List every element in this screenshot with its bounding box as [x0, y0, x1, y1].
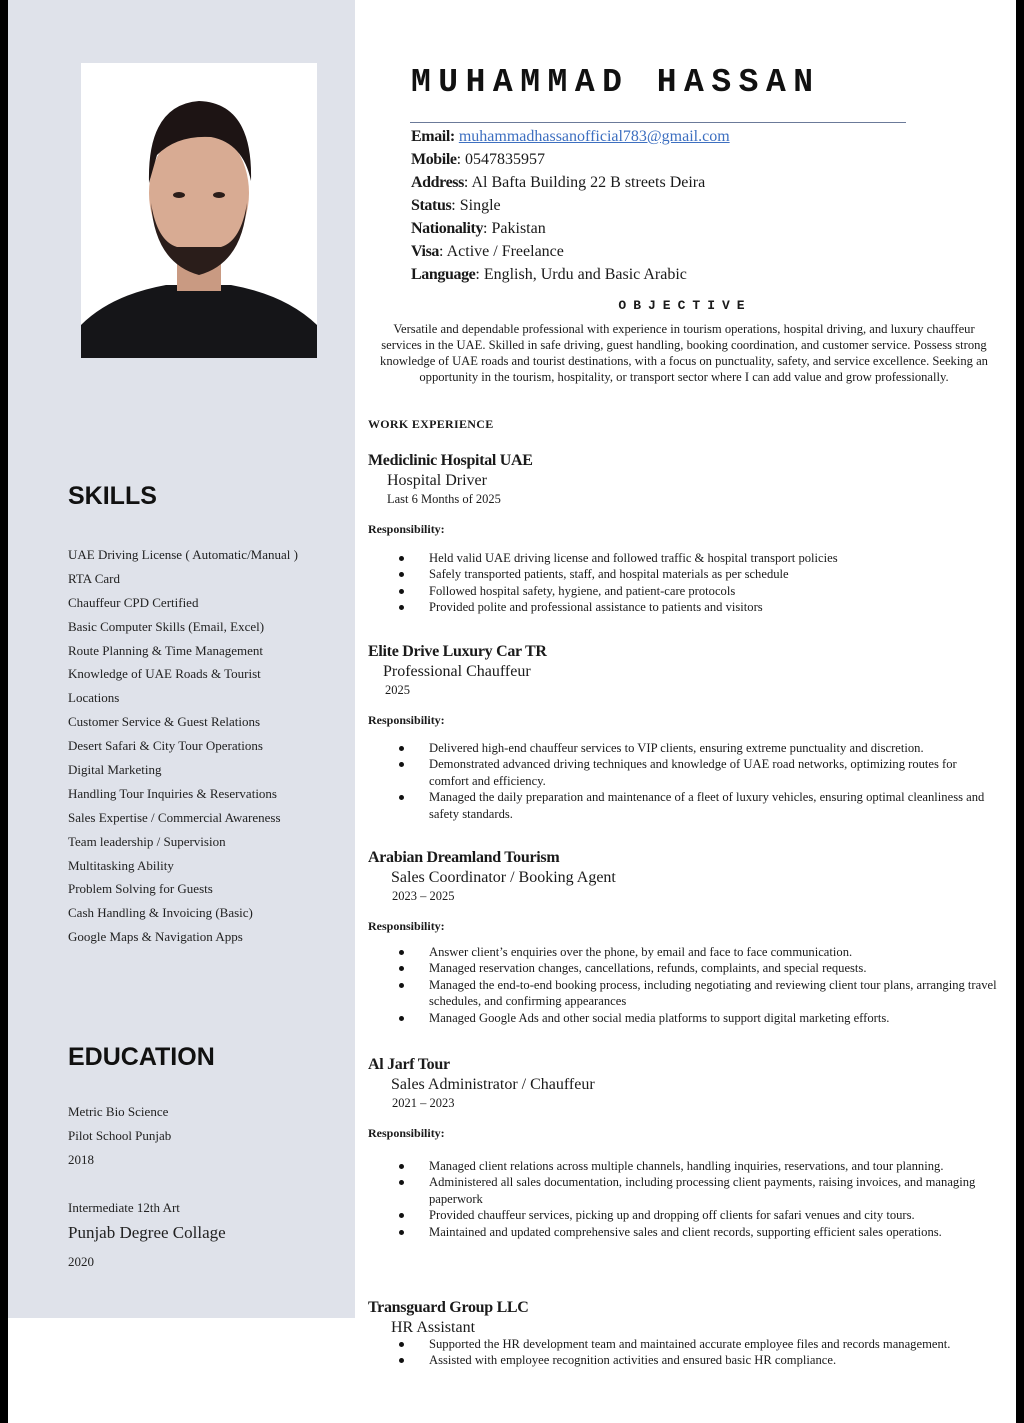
contact-row-mobile [411, 148, 730, 171]
contact-value: : Pakistan [483, 220, 546, 237]
contact-label: Nationality [411, 220, 484, 237]
responsibility-text: Managed Google Ads and other social media platforms to support digital marketing efforts. [429, 1010, 890, 1025]
responsibility-item [368, 1010, 998, 1026]
contact-value: : Single [451, 197, 501, 214]
contact-value: : 0547835957 [456, 151, 546, 168]
responsibility-text: Managed reservation changes, cancellations, refunds, complaints, and special requests. [429, 961, 867, 976]
bullet-icon [399, 572, 404, 577]
bullet-icon [399, 762, 404, 767]
responsibility-item [368, 1336, 998, 1352]
company-name: Elite Drive Luxury Car TR [368, 643, 547, 660]
job-dates: 2021 – 2023 [392, 1096, 455, 1110]
skill-item: RTA Card [68, 570, 120, 586]
contact-label: Email: [411, 128, 455, 145]
contact-row-visa [411, 240, 730, 263]
bullet-icon [399, 1230, 404, 1235]
responsibility-text: Managed the end-to-end booking process, including negotiating and reviewing client tour plans, arranging travel schedules, and confirming appearances [429, 977, 997, 1009]
education-item: Pilot School Punjab [68, 1128, 172, 1143]
bullet-icon [399, 589, 404, 594]
skill-item: Digital Marketing [68, 762, 162, 778]
skill-item: Problem Solving for Guests [68, 881, 213, 897]
bullet-icon [399, 1164, 404, 1169]
responsibility-list [368, 550, 998, 616]
job-role: Sales Coordinator / Booking Agent [391, 869, 616, 886]
responsibility-item [368, 944, 998, 960]
bullet-icon [399, 966, 404, 971]
contact-label: Address [411, 174, 464, 191]
bullet-icon [399, 1342, 404, 1347]
responsibility-item [368, 740, 998, 756]
responsibility-item [368, 1158, 998, 1174]
responsibility-item [368, 599, 998, 615]
responsibility-item [368, 1174, 998, 1207]
skill-item: Sales Expertise / Commercial Awareness [68, 809, 281, 825]
responsibility-item [368, 977, 998, 1010]
responsibility-text: Administered all sales documentation, including processing client payments, raising invoices, and managing paperwork [429, 1175, 976, 1206]
contact-label: Mobile [411, 151, 457, 168]
skill-item: Chauffeur CPD Certified [68, 594, 199, 610]
responsibility-text: Held valid UAE driving license and followed traffic & hospital transport policies [429, 551, 838, 565]
responsibility-item [368, 550, 998, 566]
company-name: Arabian Dreamland Tourism [368, 849, 560, 866]
skill-item: Team leadership / Supervision [68, 833, 226, 849]
bullet-icon [399, 1016, 404, 1021]
skill-item: Cash Handling & Invoicing (Basic) [68, 905, 253, 921]
contact-value: : Al Bafta Building 22 B streets Deira [463, 174, 706, 191]
job-role: Professional Chauffeur [383, 663, 531, 680]
responsibility-label: Responsibility: [368, 1126, 445, 1140]
skill-item: Basic Computer Skills (Email, Excel) [68, 618, 265, 634]
responsibility-text: Demonstrated advanced driving techniques and knowledge of UAE road networks, optimizing routes for comfort and efficiency. [429, 757, 957, 788]
skill-item: Knowledge of UAE Roads & Tourist [68, 666, 261, 682]
contact-label: Language [411, 266, 476, 283]
bullet-icon [399, 605, 404, 610]
bullet-icon [399, 983, 404, 988]
responsibility-item [368, 1207, 998, 1223]
education-item: 2018 [68, 1152, 94, 1167]
responsibility-text: Provided polite and professional assistance to patients and visitors [429, 600, 763, 615]
responsibility-item [368, 756, 998, 789]
skill-item: Google Maps & Navigation Apps [68, 929, 243, 945]
objective-text: Versatile and dependable professional with experience in tourism operations, hospital driving, and luxury chauffeur services in the UAE. Skilled in safe driving, guest handling, booking coordination, and customer service. Possess strong knowledge of UAE roads and tourist destinations, with a focus on punctuality, safety, and service excellence. Seeking an opportunity in the tourism, hospitality, or transport sector where I can add value and grow professionally. [380, 322, 988, 384]
responsibility-item [368, 960, 998, 976]
education-item: Intermediate 12th Art [68, 1200, 180, 1215]
header-divider [410, 122, 906, 123]
responsibility-label: Responsibility: [368, 919, 445, 933]
responsibility-item [368, 1352, 998, 1368]
responsibility-label: Responsibility: [368, 522, 445, 536]
contact-row-address [411, 171, 730, 194]
responsibility-list [368, 944, 998, 1026]
job-dates: 2025 [385, 683, 410, 697]
page-edge-left [0, 0, 8, 1423]
objective-heading: OBJECTIVE [618, 298, 752, 313]
responsibility-text: Managed client relations across multiple channels, handling inquiries, reservations, and tour planning. [429, 1159, 944, 1173]
bullet-icon [399, 746, 404, 751]
responsibility-item [368, 583, 998, 599]
job-dates: Last 6 Months of 2025 [387, 492, 501, 506]
bullet-icon [399, 556, 404, 561]
responsibility-text: Safely transported patients, staff, and hospital materials as per schedule [429, 567, 789, 582]
bullet-icon [399, 1358, 404, 1363]
job-role: Sales Administrator / Chauffeur [391, 1076, 595, 1093]
responsibility-text: Followed hospital safety, hygiene, and patient-care protocols [429, 583, 736, 598]
responsibility-text: Maintained and updated comprehensive sales and client records, supporting efficient sales operations. [429, 1224, 942, 1239]
skill-item: UAE Driving License ( Automatic/Manual ) [68, 547, 298, 562]
responsibility-text: Managed the daily preparation and maintenance of a fleet of luxury vehicles, ensuring optimal cleanliness and safety standards. [429, 790, 985, 821]
bullet-icon [399, 1213, 404, 1218]
email-link[interactable]: muhammadhassanofficial783@gmail.com [458, 128, 730, 145]
skill-item: Customer Service & Guest Relations [68, 714, 261, 730]
bullet-icon [399, 795, 404, 800]
page-edge-right [1016, 0, 1024, 1423]
contact-label: Visa [411, 243, 440, 260]
contact-row-nationality [411, 217, 730, 240]
company-name: Transguard Group LLC [368, 1299, 529, 1316]
responsibility-item [368, 1224, 998, 1240]
candidate-name: MUHAMMAD HASSAN [411, 64, 821, 101]
responsibility-text: Provided chauffeur services, picking up and dropping off clients for safari venues and city tours. [429, 1208, 915, 1223]
skill-item: Multitasking Ability [68, 857, 174, 873]
education-item: Metric Bio Science [68, 1104, 169, 1119]
skill-item: Route Planning & Time Management [68, 642, 263, 658]
bullet-icon [399, 950, 404, 955]
skills-list [68, 543, 298, 949]
profile-photo [81, 63, 317, 358]
education-item: 2020 [68, 1254, 94, 1269]
skill-item: Desert Safari & City Tour Operations [68, 738, 263, 754]
skills-heading: SKILLS [68, 482, 157, 510]
responsibility-text: Supported the HR development team and maintained accurate employee files and records management. [429, 1337, 951, 1351]
responsibility-list [368, 740, 998, 822]
contact-row-language [411, 263, 730, 286]
work-experience-heading: WORK EXPERIENCE [368, 417, 494, 431]
responsibility-item [368, 789, 998, 822]
job-role: HR Assistant [391, 1319, 476, 1336]
responsibility-text: Delivered high-end chauffeur services to VIP clients, ensuring extreme punctuality and discretion. [429, 741, 924, 755]
contact-details [411, 125, 730, 286]
education-item: Punjab Degree Collage [68, 1223, 226, 1242]
contact-value: : Active / Freelance [439, 243, 564, 260]
job-dates: 2023 – 2025 [392, 889, 455, 903]
contact-value: : English, Urdu and Basic Arabic [475, 266, 687, 283]
contact-row-status [411, 194, 730, 217]
education-heading: EDUCATION [68, 1043, 215, 1071]
responsibility-list [368, 1336, 998, 1369]
responsibility-text: Assisted with employee recognition activities and ensured basic HR compliance. [429, 1353, 837, 1368]
responsibility-list [368, 1158, 998, 1240]
bullet-icon [399, 1180, 404, 1185]
company-name: Mediclinic Hospital UAE [368, 452, 533, 469]
responsibility-label: Responsibility: [368, 713, 445, 727]
skill-item: Handling Tour Inquiries & Reservations [68, 785, 277, 801]
contact-label: Status [411, 197, 452, 214]
responsibility-text: Answer client’s enquiries over the phone, by email and face to face communication. [429, 945, 853, 959]
responsibility-item [368, 566, 998, 582]
company-name: Al Jarf Tour [368, 1056, 450, 1073]
skill-item: Locations [68, 690, 120, 706]
job-role: Hospital Driver [387, 472, 487, 489]
contact-row-email [411, 125, 730, 148]
